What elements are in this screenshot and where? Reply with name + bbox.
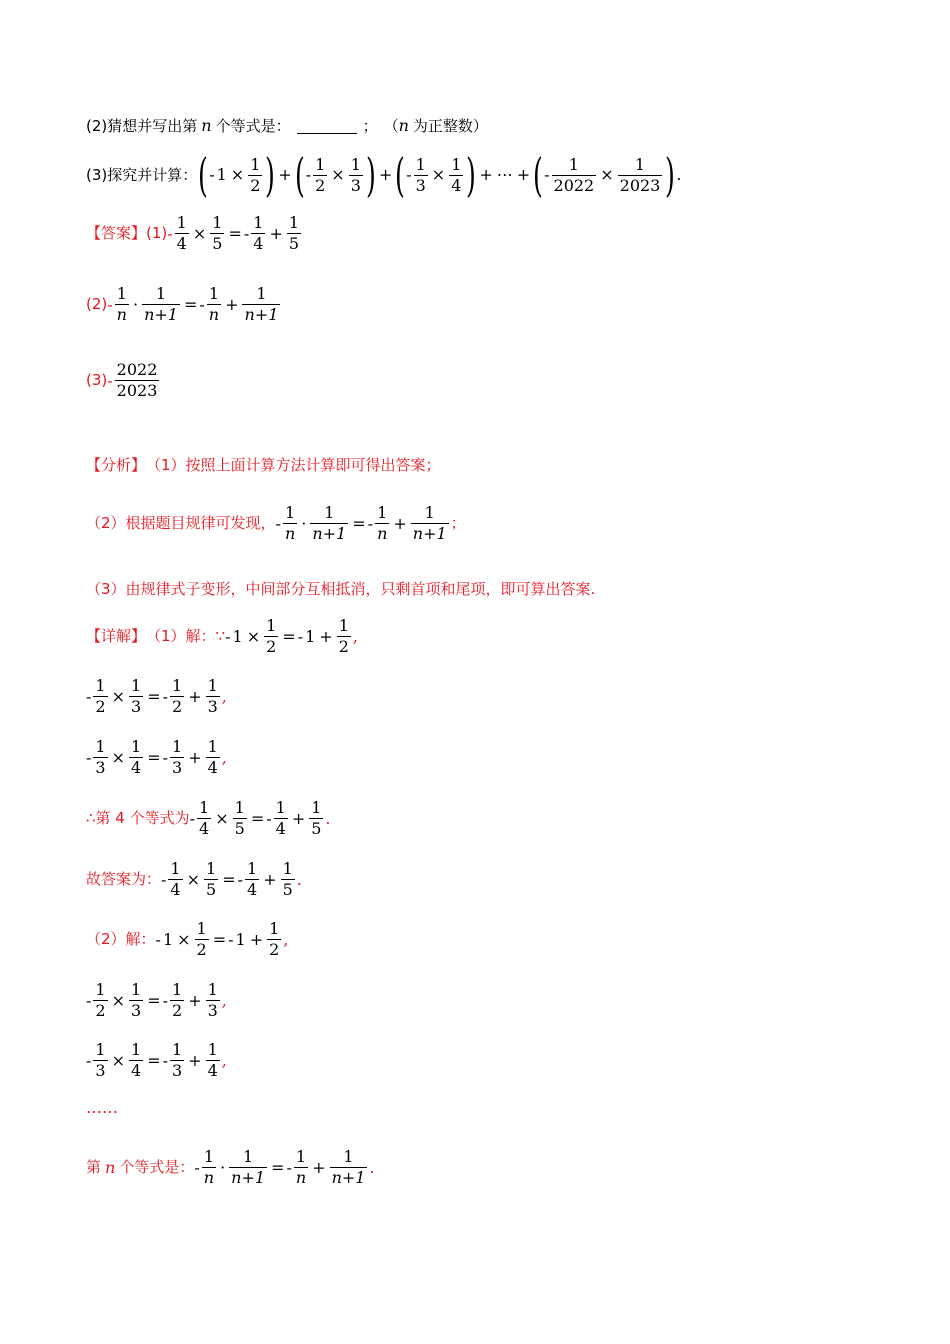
denominator: n: [116, 305, 127, 324]
denominator: 2: [315, 175, 326, 195]
paren: (: [533, 148, 544, 202]
plus: +: [263, 869, 277, 889]
numerator: 1: [172, 737, 183, 756]
comma: ,: [352, 626, 358, 646]
neg: -: [406, 165, 412, 184]
numerator: 1: [285, 503, 296, 522]
fraction: [115, 286, 129, 323]
fraction: [229, 1149, 267, 1186]
fraction: [195, 921, 209, 958]
numerator: 1: [269, 919, 280, 938]
fraction: [93, 678, 107, 715]
plus: +: [312, 1157, 326, 1177]
denominator: n: [284, 524, 296, 543]
num: 1: [235, 929, 246, 949]
neg: -: [162, 686, 168, 706]
denominator: 3: [131, 1001, 142, 1020]
fraction: [242, 286, 280, 323]
comma: ,: [283, 929, 289, 949]
detail-line-5: 故答案为：: [86, 870, 162, 888]
numerator: 1: [311, 798, 322, 817]
neg: -: [107, 370, 113, 390]
numerator: 1: [206, 859, 217, 878]
times: ×: [186, 869, 201, 889]
detail-dots: [86, 1100, 118, 1116]
equals: =: [147, 686, 161, 706]
numerator: 1: [208, 284, 220, 303]
analysis-line-2-end: ；: [450, 514, 466, 532]
paren: (: [395, 148, 406, 202]
times: ×: [111, 1050, 125, 1070]
equals: =: [352, 513, 366, 533]
denominator: n: [203, 1168, 215, 1187]
neg: -: [162, 990, 168, 1010]
numerator: 1: [116, 284, 127, 303]
answer-blank: [297, 119, 357, 134]
plus: +: [393, 513, 407, 533]
fraction: [170, 739, 184, 776]
period: .: [369, 1157, 375, 1177]
paren: ): [265, 148, 276, 202]
numerator: 1: [196, 919, 207, 938]
analysis-line-3: （3）由规律式子变形，中间部分互相抵消，只剩首项和尾项，即可算出答案.: [86, 580, 596, 598]
neg: -: [155, 929, 161, 949]
fraction: [129, 982, 143, 1019]
numerator: 1: [253, 213, 264, 232]
neg: -: [86, 686, 92, 706]
denominator: 2: [196, 940, 207, 959]
denominator: 2022: [553, 175, 595, 195]
detail-line-9-n: n: [105, 1157, 116, 1177]
fraction: [206, 982, 220, 1019]
numerator: 1: [212, 213, 223, 232]
numerator: 1: [350, 154, 361, 174]
numerator: 1: [95, 737, 106, 756]
denominator: n+1: [144, 305, 178, 324]
question-3: [86, 148, 682, 202]
numerator: 1: [131, 980, 142, 999]
plus: +: [516, 165, 531, 184]
denominator: 4: [207, 758, 218, 777]
fraction: [170, 678, 184, 715]
numerator: 1: [247, 859, 258, 878]
times: ×: [111, 747, 125, 767]
detail-2: [86, 678, 227, 715]
fraction: [206, 678, 220, 715]
detail-line-9b: 个等式是：: [119, 1158, 195, 1176]
answer-1: [86, 215, 303, 252]
neg: -: [86, 990, 92, 1010]
numerator: 1: [250, 154, 261, 174]
numerator: 1: [170, 859, 181, 878]
neg: -: [162, 747, 168, 767]
analysis-line-2: （2）根据题目规律可发现，: [86, 514, 276, 532]
fraction: [115, 362, 160, 399]
period: .: [325, 808, 331, 828]
denominator: n+1: [331, 1168, 366, 1187]
neg: -: [237, 869, 244, 889]
analysis-2: [86, 505, 466, 542]
fraction: [330, 1149, 368, 1186]
fraction: [248, 154, 262, 195]
numerator: 1: [266, 616, 277, 635]
denominator: n: [208, 305, 220, 324]
fraction: [93, 982, 107, 1019]
denominator: 3: [95, 758, 106, 777]
neg: -: [225, 626, 231, 646]
numerator: 1: [207, 980, 218, 999]
answer-part-2: (2): [86, 295, 108, 313]
denominator: 5: [311, 819, 322, 838]
detail-line-4: ∴第 4 个等式为: [86, 809, 190, 827]
denominator: 4: [170, 880, 181, 899]
times: ×: [215, 808, 229, 828]
denominator: 4: [207, 1061, 218, 1080]
numerator: 1: [424, 503, 435, 522]
fraction: [310, 505, 348, 542]
equals: =: [228, 223, 242, 243]
denominator: 3: [95, 1061, 106, 1080]
fraction: [210, 215, 224, 252]
numerator: 1: [315, 154, 326, 174]
neg: -: [86, 747, 92, 767]
plus: +: [269, 223, 283, 243]
numerator: 1: [207, 737, 218, 756]
numerator: 1: [282, 859, 293, 878]
denominator: 4: [275, 819, 286, 838]
numerator: 1: [95, 1040, 106, 1059]
neg: -: [107, 294, 113, 314]
fraction: [168, 861, 182, 898]
answer-3: [86, 362, 161, 399]
denominator: 2: [266, 637, 277, 656]
times: ×: [230, 165, 245, 184]
denominator: 2: [172, 697, 183, 716]
paren: ): [665, 148, 676, 202]
denominator: 4: [199, 819, 210, 838]
neg: -: [367, 513, 374, 533]
plus: +: [378, 165, 393, 184]
detail-line-1: （1）解：∵: [146, 627, 226, 645]
question-2: [86, 118, 488, 134]
num: 1: [216, 165, 227, 184]
q3-text: (3)探究并计算：: [86, 165, 198, 184]
answer-part-1: (1): [146, 224, 168, 242]
fraction: [283, 505, 297, 542]
fraction: [449, 154, 463, 195]
denominator: 3: [415, 175, 426, 195]
numerator: 1: [176, 213, 187, 232]
neg: -: [194, 1157, 200, 1177]
numerator: 1: [295, 1147, 307, 1166]
times: ×: [177, 929, 191, 949]
fraction: [618, 154, 663, 195]
fraction: [129, 1042, 143, 1079]
neg: -: [167, 223, 173, 243]
answer-part-3: (3): [86, 371, 108, 389]
times: ×: [111, 990, 125, 1010]
denominator: 5: [212, 234, 223, 253]
fraction: [142, 286, 180, 323]
times: ×: [600, 165, 614, 184]
fraction: [206, 1042, 220, 1079]
fraction: [204, 861, 218, 898]
denominator: 3: [172, 758, 183, 777]
detail-9: [86, 1149, 375, 1186]
paren: ): [466, 148, 477, 202]
fraction: [93, 739, 107, 776]
denominator: 4: [247, 880, 258, 899]
denominator: 4: [131, 758, 142, 777]
fraction: [375, 505, 389, 542]
dot: ·: [301, 513, 307, 533]
numerator: 1: [338, 616, 349, 635]
denominator: 2: [250, 175, 261, 195]
analysis-line-1: （1）按照上面计算方法计算即可得出答案；: [146, 456, 441, 474]
numerator: 1: [172, 980, 183, 999]
plus: +: [188, 1050, 202, 1070]
numerator: 1: [131, 1040, 142, 1059]
numerator: 1: [131, 737, 142, 756]
fraction: [414, 154, 428, 195]
denominator: 3: [207, 697, 218, 716]
plus: +: [188, 686, 202, 706]
fraction: [313, 154, 327, 195]
comma: ,: [221, 747, 227, 767]
denominator: n+1: [244, 305, 279, 324]
plus: +: [188, 747, 202, 767]
equals: =: [222, 869, 236, 889]
plus: +: [319, 626, 333, 646]
equals: =: [147, 747, 161, 767]
equals: =: [282, 626, 296, 646]
paren: (: [198, 148, 209, 202]
fraction: [281, 861, 295, 898]
times: ×: [331, 165, 345, 184]
fraction: [175, 215, 189, 252]
fraction: [552, 154, 597, 195]
equals: =: [147, 1050, 161, 1070]
equals: =: [271, 1157, 285, 1177]
neg: -: [297, 626, 304, 646]
numerator: 1: [95, 676, 106, 695]
denominator: n+1: [231, 1168, 266, 1187]
neg: -: [305, 165, 312, 184]
analysis-label: 【分析】: [86, 456, 147, 474]
denominator: n+1: [412, 524, 447, 543]
neg: -: [199, 294, 205, 314]
numerator: 1: [172, 1040, 183, 1059]
denominator: 4: [176, 234, 187, 253]
denominator: 2: [95, 1001, 106, 1020]
fraction: [264, 618, 278, 655]
denominator: 3: [172, 1061, 183, 1080]
detail-label: 【详解】: [86, 627, 147, 645]
numerator: 1: [324, 503, 335, 522]
detail-line-9a: 第: [86, 1158, 102, 1176]
fraction: [206, 739, 220, 776]
analysis-1: [86, 458, 441, 473]
numerator: 1: [199, 798, 210, 817]
detail-1: [86, 618, 358, 655]
numerator: 1: [207, 676, 218, 695]
times: ×: [246, 626, 261, 646]
fraction: [274, 800, 288, 837]
fraction: [337, 618, 351, 655]
denominator: 5: [206, 880, 217, 899]
denominator: 2023: [619, 175, 661, 195]
plus: +: [188, 990, 202, 1010]
paren: (: [294, 148, 305, 202]
numerator: 1: [203, 1147, 214, 1166]
denominator: 4: [451, 175, 462, 195]
q3-end: .: [676, 165, 682, 184]
neg: -: [228, 929, 234, 949]
equals: =: [147, 990, 161, 1010]
detail-6: [86, 921, 288, 958]
q2-text: (2)猜想并写出第: [86, 116, 198, 135]
neg: -: [275, 513, 281, 533]
neg: -: [162, 1050, 168, 1070]
analysis-3: [86, 582, 595, 597]
q2-n: n: [201, 116, 212, 135]
denominator: 3: [131, 697, 142, 716]
denominator: 5: [234, 819, 245, 838]
fraction: [251, 215, 265, 252]
denominator: 2: [95, 697, 106, 716]
fraction: [267, 921, 281, 958]
fraction: [287, 215, 301, 252]
comma: ,: [221, 686, 227, 706]
comma: ,: [221, 1050, 227, 1070]
numerator: 1: [131, 676, 142, 695]
denominator: 2023: [116, 381, 158, 400]
neg: -: [544, 165, 550, 184]
numerator: 2022: [116, 360, 158, 379]
fraction: [170, 1042, 184, 1079]
denominator: 2: [269, 940, 280, 959]
dots: ……: [86, 1098, 118, 1117]
fraction: [294, 1149, 308, 1186]
equals: =: [250, 808, 265, 828]
denominator: 3: [207, 1001, 218, 1020]
denominator: 5: [282, 880, 293, 899]
numerator: 1: [343, 1147, 354, 1166]
q2-note-text: 为正整数）: [412, 116, 488, 135]
neg: -: [189, 808, 196, 828]
numerator: 1: [155, 284, 167, 303]
times: ×: [431, 165, 446, 184]
neg: -: [209, 165, 215, 184]
numerator: 1: [634, 154, 646, 174]
fraction: [411, 505, 449, 542]
num: 1: [162, 929, 174, 949]
times: ×: [111, 686, 125, 706]
fraction: [207, 286, 221, 323]
denominator: n+1: [312, 524, 347, 543]
plus: +: [225, 294, 239, 314]
equals: =: [183, 294, 198, 314]
numerator: 1: [234, 798, 245, 817]
neg: -: [286, 1157, 292, 1177]
neg: -: [161, 869, 167, 889]
answer-2: [86, 286, 282, 323]
period: .: [296, 869, 302, 889]
denominator: 3: [350, 175, 361, 195]
comma: ,: [221, 990, 227, 1010]
numerator: 1: [207, 1040, 218, 1059]
numerator: 1: [275, 798, 286, 817]
denominator: 4: [131, 1061, 142, 1080]
dot: ·: [220, 1157, 226, 1177]
denominator: 2: [338, 637, 349, 656]
fraction: [202, 1149, 216, 1186]
neg: -: [86, 1050, 92, 1070]
numerator: 1: [172, 676, 183, 695]
equals: =: [212, 929, 227, 949]
numerator: 1: [415, 154, 426, 174]
dot: ·: [132, 294, 139, 314]
plus: +: [249, 929, 264, 949]
numerator: 1: [256, 284, 267, 303]
fraction: [245, 861, 259, 898]
fraction: [129, 739, 143, 776]
denominator: 4: [253, 234, 264, 253]
numerator: 1: [95, 980, 106, 999]
detail-7: [86, 982, 227, 1019]
denominator: 2: [172, 1001, 183, 1020]
numerator: 1: [288, 213, 300, 232]
num: 1: [305, 626, 316, 646]
neg: -: [266, 808, 272, 828]
fraction: [170, 982, 184, 1019]
fraction: [129, 678, 143, 715]
q2-text2: 个等式是：: [215, 116, 291, 135]
denominator: n: [377, 524, 388, 543]
numerator: 1: [568, 154, 579, 174]
paren: ): [365, 148, 376, 202]
numerator: 1: [451, 154, 462, 174]
denominator: n: [295, 1168, 307, 1187]
times: ×: [192, 223, 207, 243]
fraction: [349, 154, 363, 195]
fraction: [93, 1042, 107, 1079]
detail-3: [86, 739, 227, 776]
q2-note-open: （: [383, 116, 399, 135]
numerator: 1: [243, 1147, 254, 1166]
fraction: [309, 800, 323, 837]
fraction: [233, 800, 247, 837]
neg: -: [243, 223, 250, 243]
detail-4: [86, 800, 331, 837]
plus: +: [278, 165, 292, 184]
ellipsis: ⋯: [496, 165, 513, 184]
q2-semicolon: ；: [362, 116, 378, 135]
plus: +: [291, 808, 306, 828]
numerator: 1: [377, 503, 388, 522]
detail-5: [86, 861, 302, 898]
q2-note-n: n: [398, 116, 409, 135]
num: 1: [232, 626, 243, 646]
detail-8: [86, 1042, 227, 1079]
answer-label: 【答案】: [86, 224, 147, 242]
denominator: 5: [288, 234, 300, 253]
fraction: [197, 800, 211, 837]
detail-line-6: （2）解：: [86, 930, 156, 948]
plus: +: [479, 165, 493, 184]
